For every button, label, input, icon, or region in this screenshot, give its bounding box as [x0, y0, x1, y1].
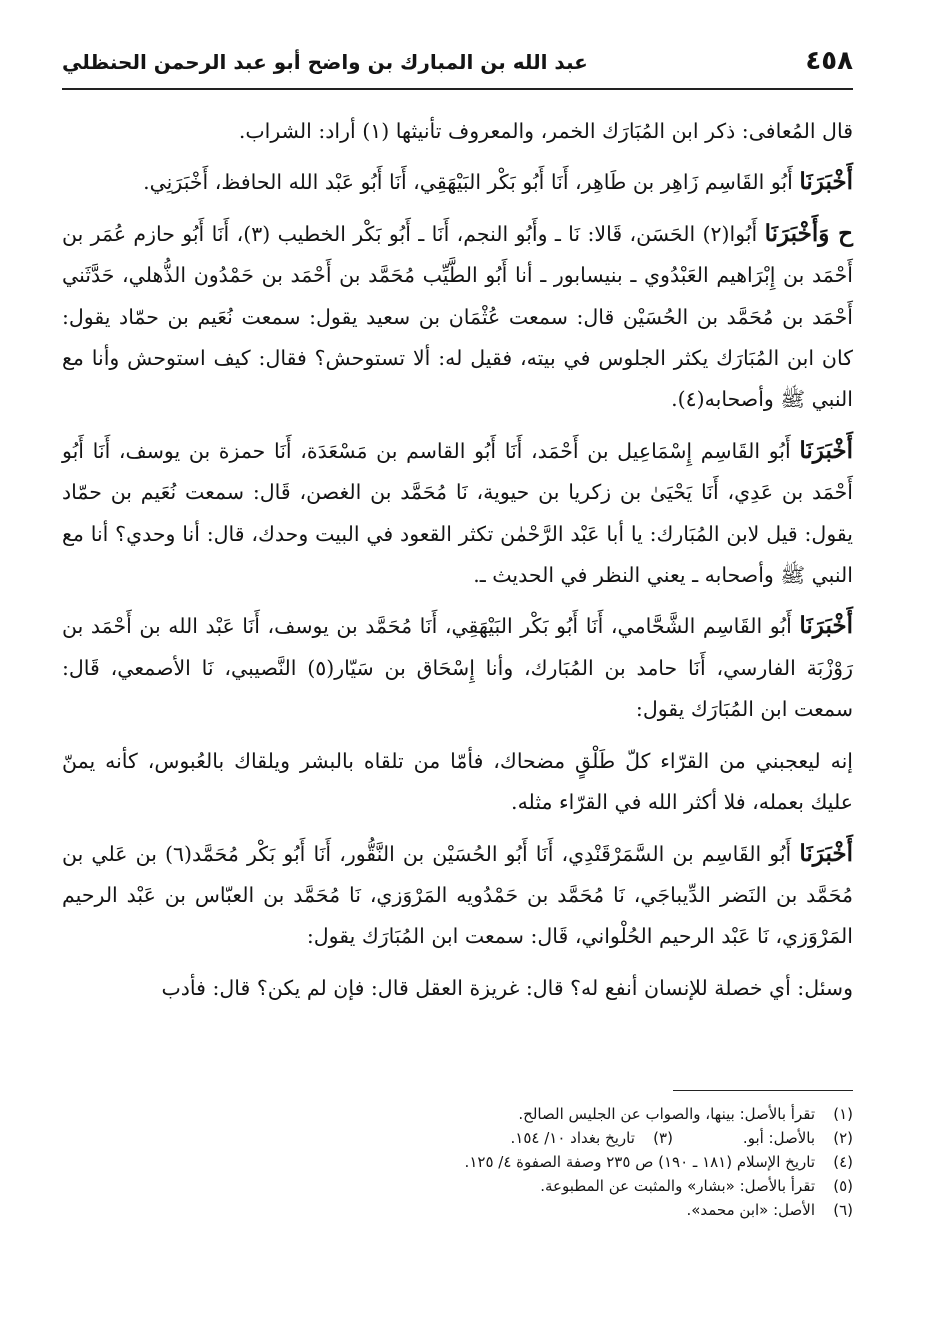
paragraph-text: أَبُو القَاسِم زَاهِر بن طَاهِر، أَنَا أَبُو بَكْر البَيْهَقِي، أَنَا أَبُو عَبْد الله الحافظ، أَخْبَرَنِي.: [143, 170, 800, 195]
footnote-number: (٦): [833, 1201, 853, 1219]
paragraph-lead: أَخْبَرَنَا: [799, 612, 853, 640]
footnote-text: تقرأ بالأصل: «بشار» والمثبت عن المطبوعة.: [540, 1177, 815, 1195]
footnote-text: الأصل: «ابن محمد».: [686, 1201, 815, 1219]
running-title: عبد الله بن المبارك بن واضح أبو عبد الرحمن الحنظلي: [62, 50, 588, 74]
paragraph: [62, 161, 853, 203]
paragraph-text: أَبُوا(٢) الحَسَن، قَالا: نَا ـ وأَبُو النجم، أَنَا ـ أَبُو بَكْر الخطيب (٣)، أَنَا أَبُو حازم عُمَر بن أَحْمَد بن إِبْرَاهيم العَبْدُوي ـ بنيسابور ـ أنا أَبُو الطَّيِّب مُحَمَّد بن أَحْمَد بن حَمْدُون الذُّهلي، حَدَّثَني أَحْمَد بن مُحَمَّد بن الحُسَيْن قال: سمعت عُثْمَان بن سعيد يقول: سمعت نُعَيم بن حمّاد يقول: كان ابن المُبَارَك يكثر الجلوس في بيته، فقيل له: ألا تستوحش؟ فقال: كيف استوحش وأنا مع النبي ﷺ وأصحابه(٤).: [62, 221, 853, 412]
paragraph-lead: أَخْبَرَنَا: [799, 168, 853, 196]
paragraph: [62, 833, 853, 958]
footnotes: [62, 1102, 853, 1222]
paragraph-text: قال المُعافى: ذكر ابن المُبَارَك الخمر، والمعروف تأنيثها (١) أراد: الشراب.: [238, 119, 853, 143]
paragraph-text: أَبُو القَاسِم بن السَّمَرْقَنْدِي، أَنَا أَبُو الحُسَيْن بن النَّقُّور، أَنَا أَبُو بَكْر مُحَمَّد(٦) بن عَلي بن مُحَمَّد بن النَضر الدِّيباجَي، نَا مُحَمَّد بن حَمْدُويه المَرْوَزي، نَا مُحَمَّد بن العبّاس بن عَبْد الرحيم المَرْوَزي، نَا عَبْد الرحيم الحُلْواني، قَال: سمعت ابن المُبَارَك يقول:: [62, 841, 853, 949]
page-number: ٤٥٨: [805, 46, 853, 76]
footnote-text: بالأصل: أبو.: [742, 1129, 815, 1147]
paragraph-text: أَبُو القَاسِم إِسْمَاعِيل بن أَحْمَد، أَنَا أَبُو القاسم بن مَسْعَدَة، أَنَا حمزة بن يوسف، أَنَا أَبُو أَحْمَد بن عَدِي، أَنَا يَحْيَىٰ بن زكريا بن حيوية، نَا مُحَمَّد بن الغصن، قَال: سمعت نُعَيم بن حمّاد يقول: قيل لابن المُبَارك: يا أبا عَبْد الرَّحْمٰن تكثر القعود في البيت وحدك، قال: أنا وحدي؟ أنا مع النبي ﷺ وأصحابه ـ يعني النظر في الحديث ـ.: [62, 438, 853, 588]
paragraph-lead: ح وَأَخْبَرَنَا: [764, 219, 854, 247]
footnote-row-2-3: [62, 1126, 853, 1150]
paragraph-text: أَبُو القَاسِم الشَّحَّامي، أَنَا أَبُو بَكْر البَيْهَقِي، أَنَا مُحَمَّد بن يوسف، أَنَا عَبْد الله بن أَحْمَد بن رَوْزْبَة الفارسي، أَنَا حامد بن المُبَارك، وأنا إِسْحَاق بن سَيّار(٥) النَّصيبي، نَا الأصمعي، قَال: سمعت ابن المُبَارَك يقول:: [62, 614, 853, 722]
quote-paragraph: [62, 740, 853, 824]
main-text: [62, 110, 853, 1018]
footnote-number: (١): [833, 1105, 853, 1123]
paragraph: [62, 605, 853, 730]
paragraph-lead: أَخْبَرَنَا: [799, 839, 853, 867]
paragraph-text: إنه ليعجبني من القرّاء كلّ طَلْقٍ مضحاك، فأمّا من تلقاه بالبشر ويلقاك بالعُبوس، كأنه يمنّ عليك بعمله، فلا أكثر الله في القرّاء مثله.: [62, 748, 853, 815]
footnote-number: (٢): [833, 1129, 853, 1147]
paragraph-lead: أَخْبَرَنَا: [799, 436, 853, 464]
footnote-text: تقرأ بالأصل: بينها، والصواب عن الجليس الصالح.: [518, 1105, 815, 1123]
footnote-4: [62, 1150, 853, 1174]
paragraph: [62, 110, 853, 152]
footnote-1: [62, 1102, 853, 1126]
footnote-number: (٣): [653, 1129, 673, 1147]
footnote-number: (٤): [833, 1153, 853, 1171]
paragraph-text: وسئل: أي خصلة للإنسان أنفع له؟ قال: غريزة العقل قال: فإن لم يكن؟ قال: فأدب: [161, 975, 853, 1000]
footnote-separator: [673, 1090, 853, 1091]
paragraph: [62, 430, 853, 597]
footnote-text: تاريخ بغداد ١٠/ ١٥٤.: [510, 1129, 635, 1147]
paragraph: [62, 967, 853, 1009]
footnote-text: تاريخ الإسلام (١٨١ ـ ١٩٠) ص ٢٣٥ وصفة الصفوة ٤/ ١٢٥.: [464, 1153, 815, 1171]
page-header: [62, 42, 853, 90]
paragraph: [62, 213, 853, 421]
footnote-6: [62, 1198, 853, 1222]
footnote-number: (٥): [833, 1177, 853, 1195]
footnote-5: [62, 1174, 853, 1198]
